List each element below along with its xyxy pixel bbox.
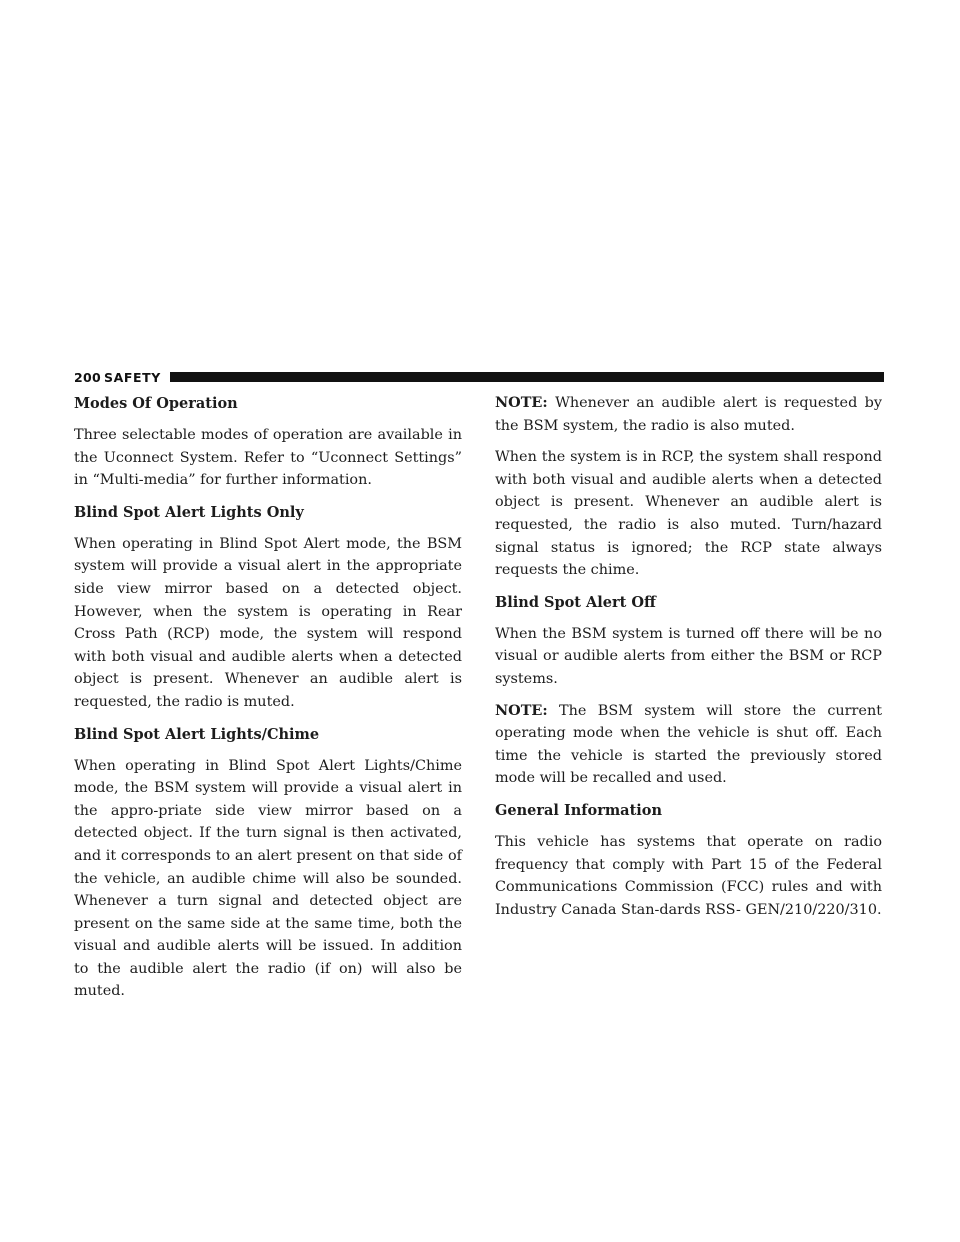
rcp-paragraph: When the system is in RCP, the system shall respond with both visual and audible alerts when a detected object is present. Whenever an audible alert is requested, the radio is also muted. Turn/hazard signal status is ignored; the RCP state always requests the chime. <box>495 449 882 579</box>
right-column <box>495 392 882 930</box>
note-1 <box>495 392 882 437</box>
section-title: SAFETY <box>104 370 161 385</box>
general-heading: General Information <box>495 801 662 819</box>
note-2-text: The BSM system will store the current operating mode when the vehicle is shut off. Each time the vehicle is started the previously stored mode will be recalled and used. <box>495 702 883 787</box>
left-column <box>74 392 462 1012</box>
off-paragraph: When the BSM system is turned off there will be no visual or audible alerts from either the BSM or RCP systems. <box>495 625 882 687</box>
off-heading: Blind Spot Alert Off <box>495 593 656 611</box>
note-2 <box>495 700 882 790</box>
general-paragraph: This vehicle has systems that operate on radio frequency that comply with Part 15 of the Federal Communications Commission (FCC) rules and with Industry Canada Stan-dards RSS- GEN/210/220/310. <box>495 833 882 918</box>
note-1-text: Whenever an audible alert is requested by the BSM system, the radio is also muted. <box>495 395 882 434</box>
modes-paragraph: Three selectable modes of operation are available in the Uconnect System. Refer to “Uconnect Settings” in “Multi-media” for further information. <box>74 427 462 489</box>
page-header <box>74 366 884 386</box>
note-2-label: NOTE: <box>495 701 548 719</box>
page-number: 200 <box>74 370 101 385</box>
header-rule <box>170 372 884 382</box>
lights-chime-paragraph: When operating in Blind Spot Alert Lights/Chime mode, the BSM system will provide a visual alert in the appro-priate side view mirror based on a detected object. If the turn signal is then activated, and it corresponds to an alert present on that side of the vehicle, an audible chime will also be sounded. Whenever a turn signal and detected object are present on the same side at the same time, both the visual and audible alerts will be issued. In addition to the audible alert the radio (if on) will also be muted. <box>74 757 462 1000</box>
note-1-label: NOTE: <box>495 394 548 411</box>
lights-chime-heading: Blind Spot Alert Lights/Chime <box>74 725 320 743</box>
lights-only-heading: Blind Spot Alert Lights Only <box>74 503 304 521</box>
lights-only-paragraph: When operating in Blind Spot Alert mode, the BSM system will provide a visual alert in the appropriate side view mirror based on a detected object. However, when the system is operating in Rear Cross Path (RCP) mode, the system will respond with both visual and audible alerts when a detected object is present. Whenever an audible alert is requested, the radio is muted. <box>74 535 462 710</box>
modes-heading: Modes Of Operation <box>74 395 238 412</box>
